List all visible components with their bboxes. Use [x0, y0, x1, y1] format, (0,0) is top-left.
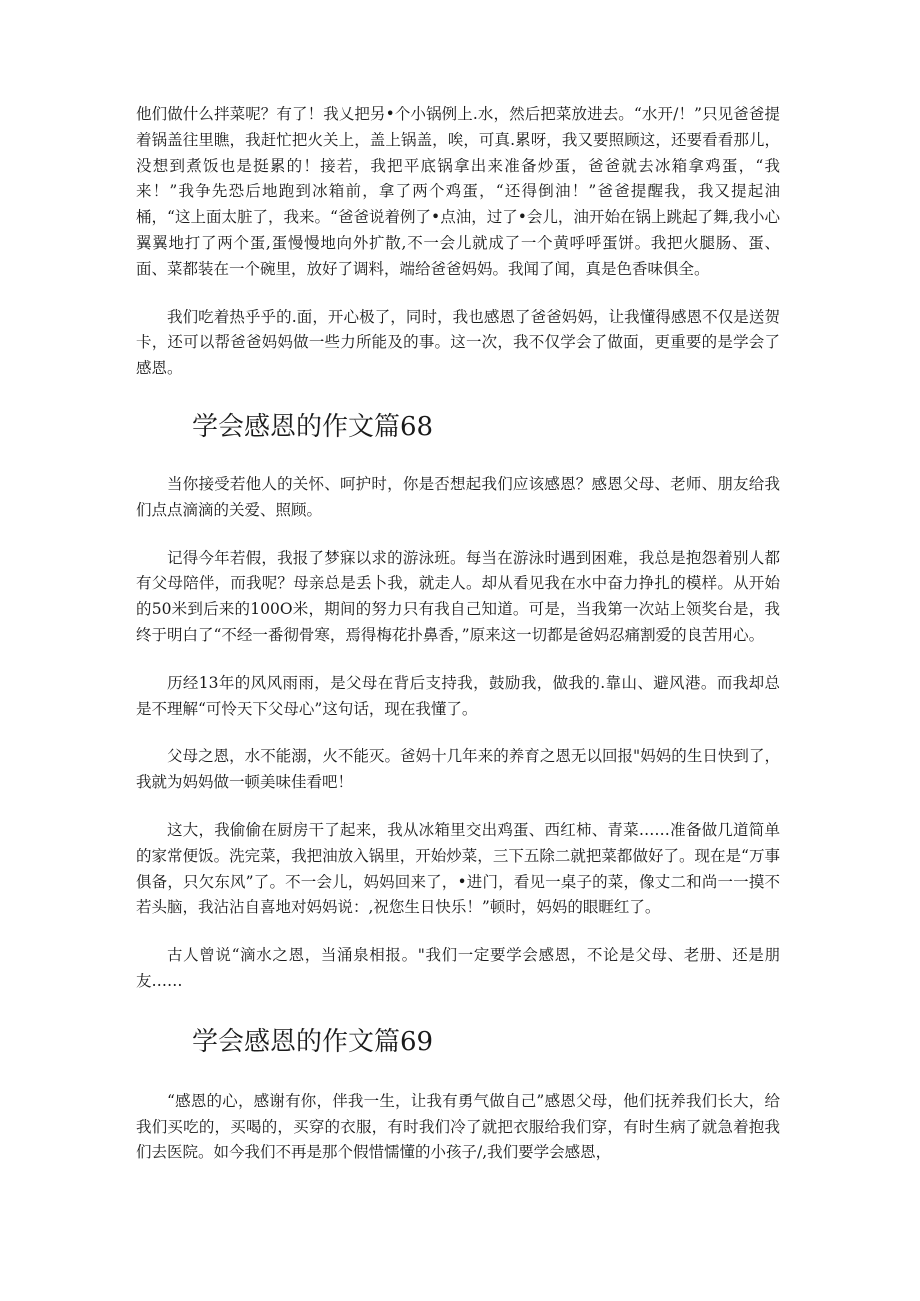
document-page: [136, 102, 780, 1166]
paragraph-thirteen-years: 历经13年的风风雨雨，是父母在背后支持我，鼓励我，做我的.靠山、避风港。而我却总是不理解“可怜天下父母心”这句话，现在我懂了。: [136, 673, 780, 718]
paragraph-cooking-story: 他们做什么拌菜呢？有了！我乂把另•个小锅例上.水，然后把菜放进去。“水开/！”只见爸爸提着锅盖往里瞧，我赶忙把火关上，盖上锅盖，唉，可真.累呀，我又要照顾这，还要看看那儿，没想到煮饭也是挺累的！接若，我把平底锅拿出来准备炒蛋，爸爸就去冰箱拿鸡蛋，“我来！”我争先恐后地跑到冰箱前，拿了两个鸡蛋，“还得倒油！”爸爸提醒我，我又提起油桶，“这上面太脏了，我来。“爸爸说着例了•点油，过了•会儿，油开始在锅上跳起了舞,我小心翼翼地打了两个蛋,蛋慢慢地向外扩散,不一会儿就成了一个黄呼呼蛋饼。我把火腿肠、蛋、面、菜都装在一个碗里，放好了调料，端给爸爸妈妈。我闻了闻，真是色香味俱全。: [136, 105, 780, 278]
paragraph-eating-noodles: 我们吃着热乎乎的.面，开心极了，同时，我也感恩了爸爸妈妈，让我懂得感恩不仅是送贺卡，还可以帮爸爸妈妈做一些力所能及的事。这一次，我不仅学会了做面，更重要的是学会了感恩。: [136, 307, 780, 378]
paragraph-ancient-saying: 古人曾说“滴水之恩，当涌泉相报。"我们一定要学会感恩，不论是父母、老册、还是朋友……: [136, 946, 780, 990]
essay-heading-68: 学会感恩的作文篇68: [192, 411, 434, 442]
paragraph-grateful-heart: “感恩的心，感谢有你，伴我一生，让我有勇气做自己”感恩父母，他们抚养我们长大，给我们买吃的，买喝的，买穿的衣服，有时我们冷了就把衣服给我们穿，有时生病了就急着抱我们去医院。如今我们不再是那个假惜懦懂的小孩子/,我们要学会感恩，: [136, 1091, 780, 1162]
paragraph-parents-grace: 父母之恩，水不能溺，火不能灭。爸妈十几年来的养育之恩无以回报"妈妈的生日快到了，我就为妈妈做一顿美味佳看吧！: [136, 747, 780, 792]
paragraph-birthday-dinner: 这大，我偷偷在厨房干了起来，我从冰箱里交出鸡蛋、西红柿、青菜……准备做几道简单的家常便饭。洗完菜，我把油放入锅里，开始炒菜，三下五除二就把菜都做好了。现在是“万事俱备，只欠东风”了。不一会儿，妈妈回来了，•进门，看见一桌子的菜，像丈二和尚一一摸不若头脑，我沾沾自喜地对妈妈说：,祝您生日快乐！”顿时，妈妈的眼睚红了。: [136, 820, 780, 917]
paragraph-swimming-class: 记得今年若假，我报了梦寐以求的游泳班。每当在游泳时遇到困难，我总是抱怨着别人都有父母陪伴，而我呢？母亲总是丢卜我，就走人。却从看见我在水中奋力挣扎的模样。从开始的50米到后来的100O米，期间的努力只有我自己知道。可是，当我第一次站上领奖台是，我终于明白了“不经一番彻骨寒，焉得梅花扑鼻香，”原来这一切都是爸妈忍痛割爱的良苦用心。: [136, 548, 780, 644]
essay-heading-69: 学会感恩的作文篇69: [192, 1026, 434, 1057]
paragraph-intro-gratitude: 当你接受若他人的关怀、呵护时，你是否想起我们应该感恩？感恩父母、老师、朋友给我们点点滴滴的关爱、照顾。: [136, 474, 780, 519]
